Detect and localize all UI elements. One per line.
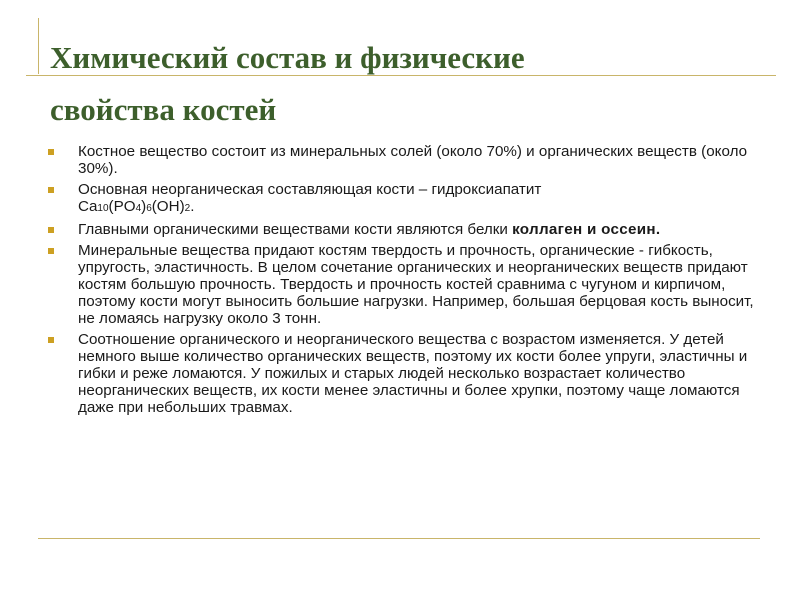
- formula-close: ): [141, 198, 147, 215]
- formula-oh: (OH): [151, 198, 185, 215]
- list-item: [48, 181, 760, 217]
- square-bullet-icon: [48, 149, 54, 155]
- formula-sub-10: 10: [97, 203, 109, 214]
- title-line-2: свойства костей: [50, 92, 277, 127]
- title-vertical-rule: [38, 18, 39, 74]
- square-bullet-icon: [48, 337, 54, 343]
- item-text: Соотношение органического и неорганического вещества с возрастом изменяется. У детей немного выше количество органических веществ, поэтому их кости более упруги, эластичны и гибки и реже ломаются. У пожилых и старых людей несколько возрастает количество неорганических веществ, их кости менее эластичны и более хрупки, поэтому чаще ломаются даже при небольших травмах.: [78, 331, 748, 416]
- slide-title: [50, 32, 770, 136]
- formula-sub-6: 6: [146, 203, 152, 214]
- item-text: Костное вещество состоит из минеральных солей (около 70%) и органических веществ (около 30%).: [78, 143, 748, 177]
- formula-end: .: [190, 198, 195, 215]
- formula-sub-2: 2: [184, 203, 191, 214]
- item-text: Основная неорганическая составляющая кости – гидроксиапатит: [78, 181, 542, 198]
- item-text: Минеральные вещества придают костям твердость и прочность, органические - гибкость, упругость, эластичность. В целом сочетание органических и неорганических веществ придают костям большую прочность. Твердость и прочность костей сравнима с чугуном и кирпичом, поэтому кости могут выносить большие нагрузки. Например, большая берцовая кость выносит, не ломаясь нагрузку около 3 тонн.: [78, 242, 754, 327]
- footer-rule: [38, 538, 760, 539]
- square-bullet-icon: [48, 187, 54, 193]
- list-item: [48, 242, 760, 327]
- bullet-list: [48, 143, 760, 420]
- title-line-1: Химический состав и физические: [50, 40, 525, 75]
- formula-sub-4: 4: [135, 203, 142, 214]
- square-bullet-icon: [48, 248, 54, 254]
- list-item: [48, 143, 760, 177]
- item-bold-text: коллаген и оссеин.: [512, 221, 661, 238]
- chemical-formula: [78, 198, 194, 215]
- list-item: [48, 221, 760, 238]
- item-text: Главными органическими веществами кости являются белки: [78, 221, 513, 238]
- list-item: [48, 331, 760, 416]
- formula-ca: Ca: [78, 198, 98, 215]
- formula-po: (PO: [108, 198, 136, 215]
- square-bullet-icon: [48, 227, 54, 233]
